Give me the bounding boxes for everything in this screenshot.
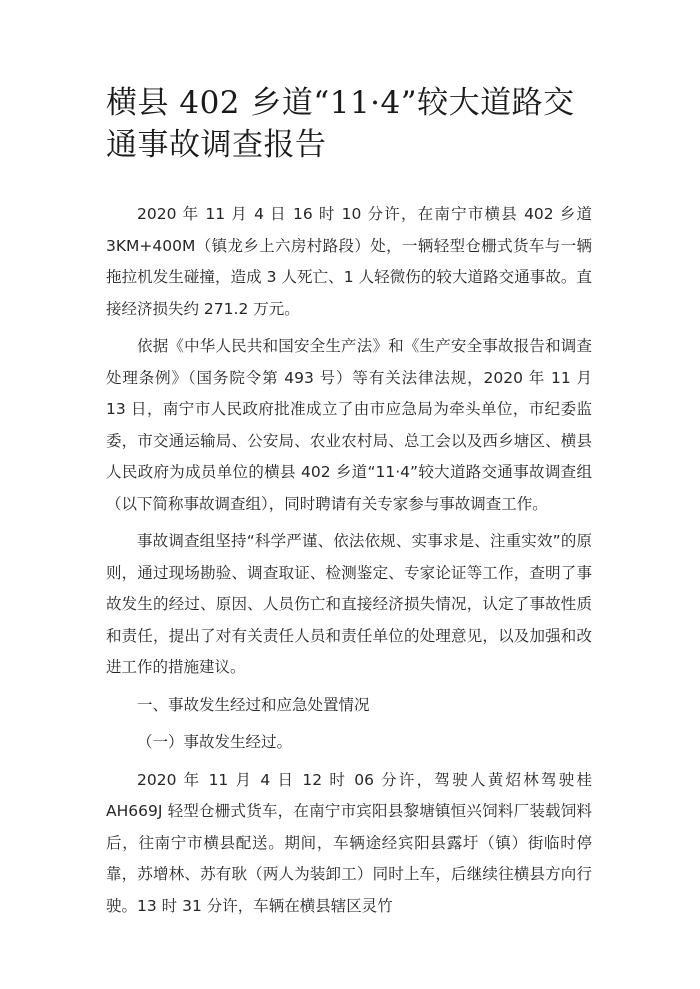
paragraph-investigation-principles: 事故调查组坚持“科学严谨、依法依规、实事求是、注重实效”的原则，通过现场勘验、调查取证、检测鉴定、专家论证等工作，查明了事故发生的经过、原因、人员伤亡和直接经济损失情况，认定了事故性质和责任，提出了对有关责任人员和责任单位的处理意见，以及加强和改进工作的措施建议。 bbox=[106, 532, 592, 676]
document-title: 横县 402 乡道“11·4”较大道路交通事故调查报告 bbox=[106, 85, 575, 163]
document-body bbox=[106, 199, 592, 928]
paragraph-legal-basis: 依据《中华人民共和国安全生产法》和《生产安全事故报告和调查处理条例》（国务院令第 493 号）等有关法律法规，2020 年 11 月 13 日，南宁市人民政府批准成立了由市应急局为牵头单位，市纪委监委，市交通运输局、公安局、农业农村局、总工会以及西乡塘区、横县人民政府为成员单位的横县 402 乡道“11·4”较大道路交通事故调查组（以下简称事故调查组），同时聘请有关专家参与事故调查工作。 bbox=[106, 337, 592, 513]
paragraph-accident-process: 2020 年 11 月 4 日 12 时 06 分许，驾驶人黄炤林驾驶桂 AH669J 轻型仓栅式货车，在南宁市宾阳县黎塘镇恒兴饲料厂装载饲料后，往南宁市横县配送。期间，车辆途经宾阳县露圩（镇）街临时停靠，苏增林、苏有耿（两人为装卸工）同时上车，后继续往横县方向行驶。13 时 31 分许，车辆在横县辖区灵竹 bbox=[106, 770, 592, 915]
subsection-heading-1: （一）事故发生经过。 bbox=[137, 733, 293, 751]
section-heading-1: 一、事故发生经过和应急处置情况 bbox=[137, 695, 370, 714]
paragraph-accident-summary: 2020 年 11 月 4 日 16 时 10 分许，在南宁市横县 402 乡道 3KM+400M（镇龙乡上六房村路段）处，一辆轻型仓栅式货车与一辆拖拉机发生碰撞，造成 3 人死亡、1 人轻微伤的较大道路交通事故。直接经济损失约 271.2 万元。 bbox=[106, 205, 592, 318]
